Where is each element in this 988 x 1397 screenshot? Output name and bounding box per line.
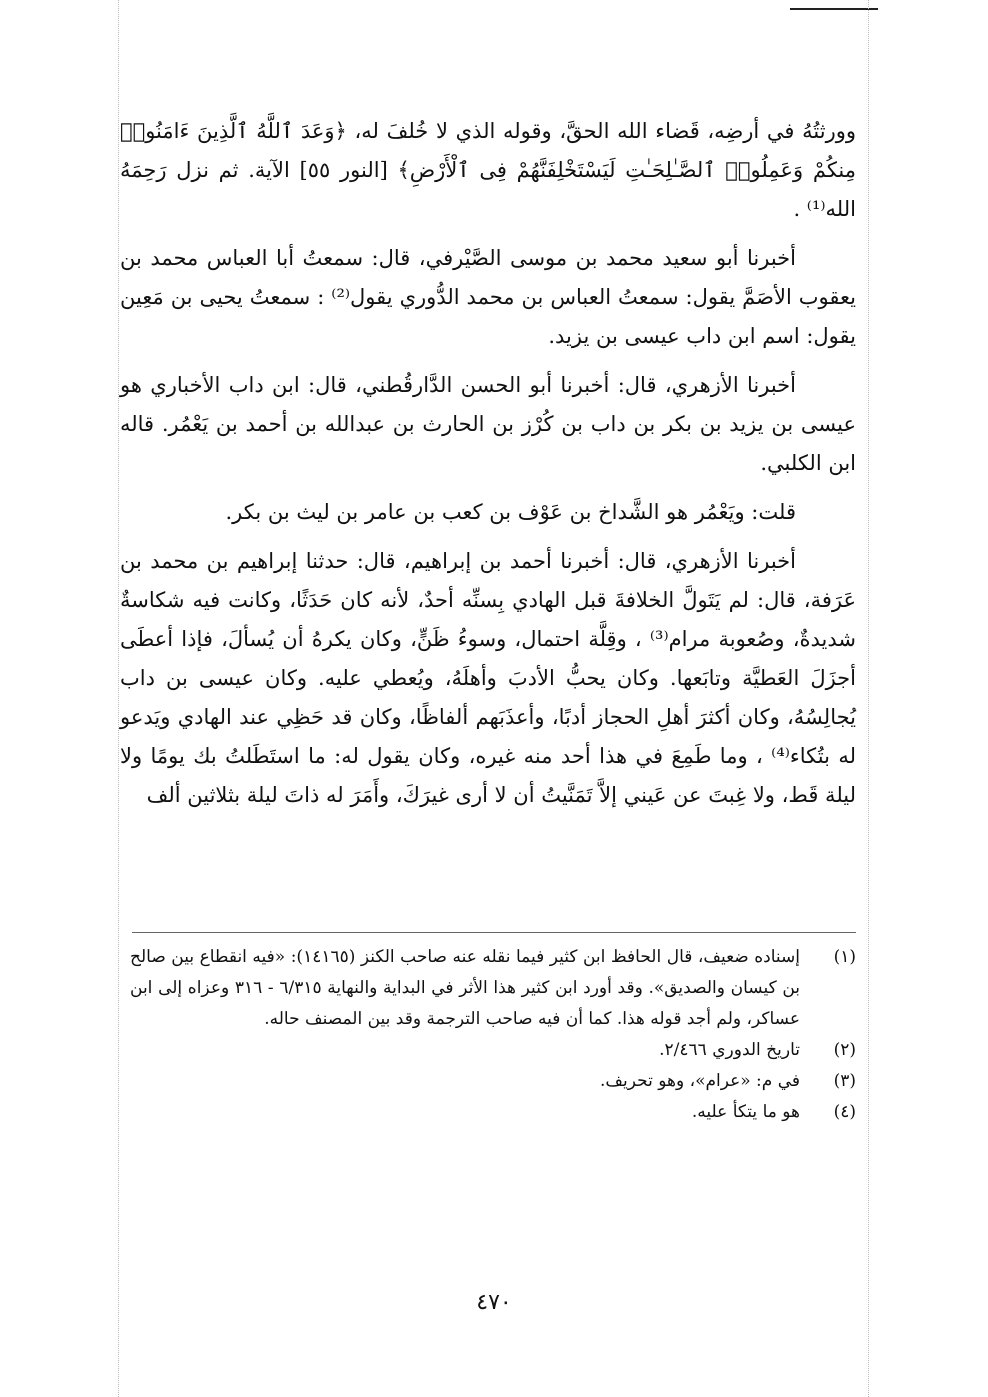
paragraph: قلت: ويَعْمُر هو الشَّداخ بن عَوْف بن كعب بن عامر بن ليث بن بكر. [225,500,796,524]
footnote [130,1066,856,1097]
footnote-text: تاريخ الدوري ٢/٤٦٦. [659,1040,800,1060]
footnote-number: (٤) [833,1102,856,1122]
footnote-number: (٢) [833,1040,856,1060]
page-guide-line [118,0,119,1397]
page-guide-line [868,0,869,1397]
footnote-text: هو ما يتكأ عليه. [691,1102,800,1122]
footnote [130,1097,856,1128]
footnote-number: (٣) [833,1071,856,1091]
footnote-text: إسناده ضعيف، قال الحافظ ابن كثير فيما نقله عنه صاحب الكنز (١٤١٦٥): «فيه انقطاع بين صالح بن كيسان والصديق». وقد أورد ابن كثير هذا الأثر في البداية والنهاية ٦/٣١٥ - ٣١٦ وعزاه إلى ابن عساكر، ولم أجد قوله هذا. كما أن فيه صاحب الترجمة وقد بين المصنف حاله. [130,947,801,1029]
footnotes [130,942,856,1128]
paragraph: أخبرنا أبو سعيد محمد بن موسى الصَّيْرفي، قال: سمعتُ أبا العباس محمد بن يعقوب الأصَمَّ يقول: سمعتُ العباس بن محمد الدُّوري يقول⁽²⁾ : سمعتُ يحيى بن مَعِين يقول: اسم ابن داب عيسى بن يزيد. [120,246,856,348]
footnote-text: في م: «عرام»، وهو تحريف. [600,1071,800,1091]
paragraph: أخبرنا الأزهري، قال: أخبرنا أبو الحسن الدَّارقُطني، قال: ابن داب الأخباري هو عيسى بن يزيد بن بكر بن داب بن كُرْز بن الحارث بن عبدالله بن أحمد بن يَعْمُر. قاله ابن الكلبي. [120,373,856,475]
paragraph: أخبرنا الأزهري، قال: أخبرنا أحمد بن إبراهيم، قال: حدثنا إبراهيم بن محمد بن عَرَفة، قال: لم يَتَولَّ الخلافةَ قبل الهادي بِسنِّه أحدٌ، لأنه كان حَدَثًا، وكانت فيه شكاسةٌ شديدةٌ، وصُعوبة مرام⁽³⁾ ، وقِلَّة احتمال، وسوءُ ظَنٍّ، وكان يكرهُ أن يُسألَ، فإذا أعطَى أجزَلَ العَطيَّة وتابَعها. وكان يحبُّ الأدبَ وأهلَهُ، ويُعطي عليه. وكان عيسى بن داب يُجالِسُهُ، وكان أكثرَ أهلِ الحجاز أدبًا، وأعذَبَهم ألفاظًا، وكان قد حَظِي عند الهادي ويَدعو له بتُكاء⁽⁴⁾ ، وما طَمِعَ في هذا أحد منه غيره، وكان يقول له: ما استَطَلتُ بك يومًا ولا ليلة قَط، ولا غِبتَ عن عَيني إلاَّ تَمَنَّيتُ أن لا أرى غيرَكَ، وأَمَرَ له ذاتَ ليلة بثلاثين ألف [120,549,856,807]
footnote-divider [132,932,856,933]
page-number: ٤٧٠ [476,1290,512,1315]
footnote [130,1035,856,1066]
top-rule [790,8,878,10]
footnote-number: (١) [833,947,856,967]
main-text [120,112,856,825]
footnote [130,942,856,1035]
paragraph: وورثتُهُ في أرضِه، قَضاء الله الحقَّ، وقوله الذي لا خُلفَ له، ﴿وَعَدَ ٱللَّهُ ٱلَّذِينَ ءَامَنُوا۟ مِنكُمْ وَعَمِلُوا۟ ٱلصَّـٰلِحَـٰتِ لَيَسْتَخْلِفَنَّهُمْ فِى ٱلْأَرْضِ﴾ [النور ٥٥] الآية. ثم نزل رَحِمَهُ الله⁽¹⁾ . [120,119,856,221]
